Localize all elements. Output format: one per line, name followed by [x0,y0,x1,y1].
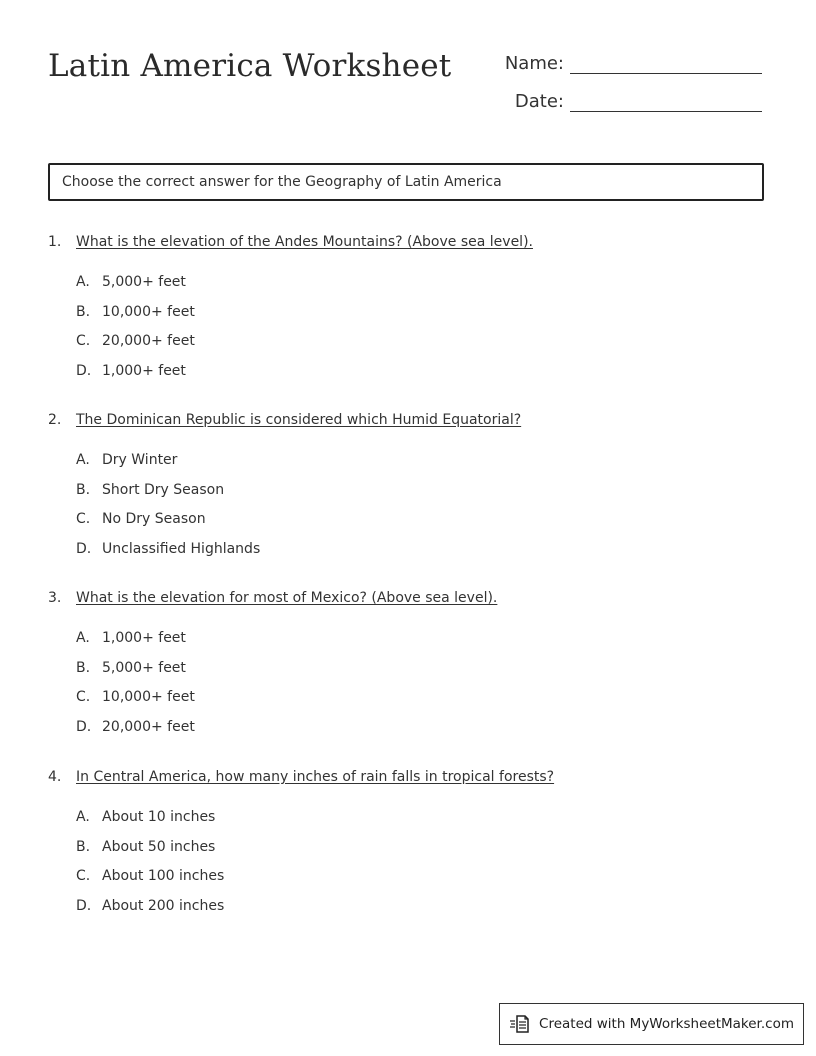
option-text: 20,000+ feet [102,333,195,349]
option-letter: B. [76,659,91,676]
question-text: What is the elevation for most of Mexico? (Above sea level). [76,590,498,606]
option-text: 1,000+ feet [102,362,186,379]
option-a[interactable] [48,807,768,837]
instructions-box: Choose the correct answer for the Geography of Latin America [48,163,764,201]
option-c[interactable] [48,866,768,896]
date-field [474,91,762,112]
option-text: 1,000+ feet [102,630,186,646]
option-letter: A. [76,809,90,825]
option-d[interactable] [48,539,768,569]
option-letter: D. [76,897,92,914]
option-b[interactable] [48,658,768,688]
option-text: Dry Winter [102,452,178,468]
question-3 [48,588,768,746]
option-a[interactable] [48,272,768,302]
options-list [48,628,768,746]
option-letter: A. [76,630,90,646]
option-letter: B. [76,303,91,320]
date-label: Date: [514,91,564,112]
option-letter: A. [76,274,90,290]
option-letter: D. [76,718,92,735]
question-4 [48,767,768,925]
option-text: About 50 inches [102,838,216,855]
option-letter: B. [76,481,91,498]
option-text: Unclassified Highlands [102,540,261,557]
option-letter: B. [76,838,91,855]
question-number: 3. [48,590,62,606]
option-text: 5,000+ feet [102,659,186,676]
question-text: The Dominican Republic is considered which Humid Equatorial? [76,412,522,428]
option-c[interactable] [48,509,768,539]
option-a[interactable] [48,628,768,658]
option-text: 10,000+ feet [102,689,195,705]
question-number: 4. [48,769,62,785]
option-text: About 100 inches [102,868,225,884]
option-c[interactable] [48,687,768,717]
worksheet-maker-logo-icon [509,1013,531,1035]
option-letter: A. [76,452,90,468]
option-d[interactable] [48,361,768,391]
option-d[interactable] [48,896,768,926]
option-a[interactable] [48,450,768,480]
options-list [48,807,768,925]
date-input-line[interactable] [570,91,762,112]
name-input-line[interactable] [570,53,762,74]
name-field [474,53,762,74]
option-letter: C. [76,868,91,884]
option-b[interactable] [48,837,768,867]
option-text: About 200 inches [102,897,225,914]
worksheet-title: Latin America Worksheet [48,48,452,84]
option-text: 5,000+ feet [102,274,186,290]
option-text: No Dry Season [102,511,206,527]
question-number: 1. [48,234,62,250]
options-list [48,450,768,568]
option-letter: D. [76,362,92,379]
option-text: About 10 inches [102,809,216,825]
options-list [48,272,768,390]
question-text: In Central America, how many inches of rain falls in tropical forests? [76,769,555,785]
question-1 [48,232,768,390]
option-b[interactable] [48,302,768,332]
option-text: 20,000+ feet [102,718,195,735]
question-2 [48,410,768,568]
option-text: Short Dry Season [102,481,225,498]
option-letter: C. [76,689,91,705]
option-b[interactable] [48,480,768,510]
option-letter: C. [76,333,91,349]
question-text: What is the elevation of the Andes Mountains? (Above sea level). [76,234,533,250]
footer-text: Created with MyWorksheetMaker.com [539,1016,794,1032]
option-letter: D. [76,540,92,557]
option-letter: C. [76,511,91,527]
footer-badge[interactable] [499,1003,804,1045]
option-d[interactable] [48,717,768,747]
question-number: 2. [48,412,62,428]
option-c[interactable] [48,331,768,361]
name-label: Name: [504,53,564,74]
option-text: 10,000+ feet [102,303,195,320]
